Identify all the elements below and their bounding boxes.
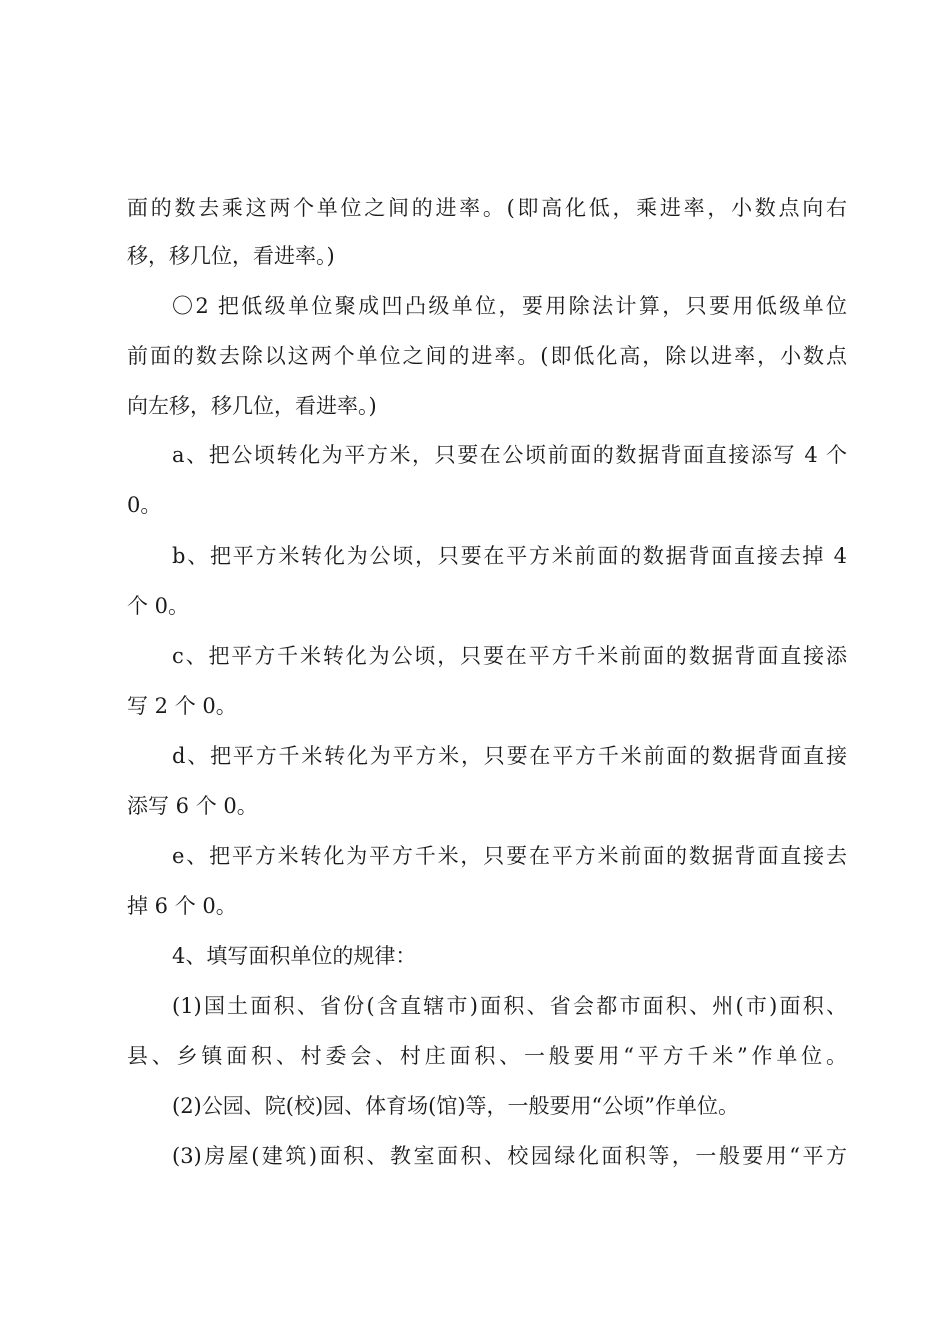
text-line: 个 0。 [127,594,190,618]
text-line: 添写 6 个 0。 [127,794,258,818]
text-line: c、把平方千米转化为公顷，只要在平方千米前面的数据背面直接添 [172,644,847,668]
text-line: b、把平方米转化为公顷，只要在平方米前面的数据背面直接去掉 4 [172,544,847,568]
text-line: 向左移，移几位，看进率。) [127,394,377,418]
text-line: 0。 [127,493,162,517]
text-line: d、把平方千米转化为平方米，只要在平方千米前面的数据背面直接 [172,744,847,768]
text-line: 〇2 把低级单位聚成凹凸级单位，要用除法计算，只要用低级单位 [172,294,847,318]
text-line: 移，移几位，看进率。) [127,244,335,268]
text-line: 掉 6 个 0。 [127,894,237,918]
text-line: 面的数去乘这两个单位之间的进率。(即高化低，乘进率，小数点向右 [127,196,847,220]
text-line: (2)公园、院(校)园、体育场(馆)等，一般要用“公顷”作单位。 [172,1094,739,1118]
text-line: 写 2 个 0。 [127,694,237,718]
section-heading: 4、填写面积单位的规律： [172,944,417,968]
text-line: a、把公顷转化为平方米，只要在公顷前面的数据背面直接添写 4 个 [172,443,847,467]
text-line: 县、乡镇面积、村委会、村庄面积、一般要用“平方千米”作单位。 [127,1044,847,1068]
text-line: 前面的数去除以这两个单位之间的进率。(即低化高，除以进率，小数点 [127,344,847,368]
text-line: (1)国土面积、省份(含直辖市)面积、省会都市面积、州(市)面积、 [172,994,847,1018]
text-line: (3)房屋(建筑)面积、教室面积、校园绿化面积等，一般要用“平方 [172,1144,847,1168]
text-line: e、把平方米转化为平方千米，只要在平方米前面的数据背面直接去 [172,844,847,868]
